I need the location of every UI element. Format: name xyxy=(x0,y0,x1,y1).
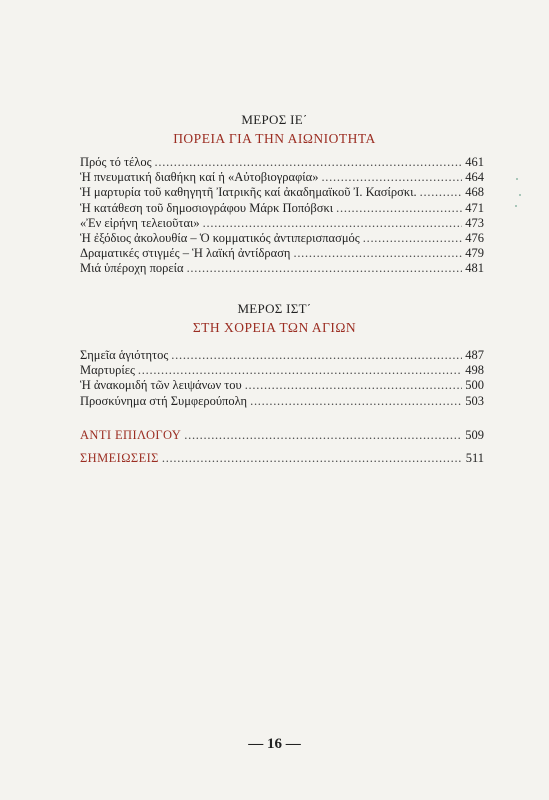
toc-leader-dots xyxy=(245,378,463,393)
part-16-title: ΣΤΗ ΧΟΡΕΙΑ ΤΩΝ ΑΓΙΩΝ xyxy=(192,320,357,335)
part-16-toc xyxy=(80,348,484,409)
toc-entry-title: Ἡ πνευματική διαθήκη καί ἡ «Αὐτοβιογραφία» xyxy=(80,170,319,185)
part-15-heading: ΜΕΡΟΣ ΙΕ΄ xyxy=(241,112,308,127)
toc-entry-title: Μαρτυρίες xyxy=(80,363,135,378)
toc-entry-title: Δραματικές στιγμές – Ἡ λαϊκή ἀντίδραση xyxy=(80,246,291,261)
toc-entry-title: Σημεῖα ἁγιότητος xyxy=(80,348,169,362)
toc-entry-title: «Ἐν εἰρήνη τελειοῦται» xyxy=(80,215,200,230)
toc-entry-page: 509 xyxy=(465,428,484,442)
toc-entry-page: 461 xyxy=(465,155,484,169)
toc-entry-page: 498 xyxy=(465,363,484,378)
toc-entry-title: ΣΗΜΕΙΩΣΕΙΣ xyxy=(80,451,159,465)
toc-entry-title: ΑΝΤΙ ΕΠΙΛΟΓΟΥ xyxy=(80,428,182,442)
toc-entry xyxy=(80,201,484,216)
toc-entry-title: Ἡ ἀνακομιδή τῶν λειψάνων του xyxy=(80,378,242,393)
toc-leader-dots xyxy=(321,170,462,185)
part-15-title: ΠΟΡΕΙΑ ΓΙΑ ΤΗΝ ΑΙΩΝΙΟΤΗΤΑ xyxy=(173,131,376,146)
toc-entry xyxy=(80,155,484,170)
toc-entry-page: 479 xyxy=(465,246,484,261)
paper-speck xyxy=(519,194,521,196)
toc-entry-page: 468 xyxy=(465,185,484,200)
toc-entry-page: 487 xyxy=(465,348,484,362)
toc-entry xyxy=(80,185,484,200)
toc-entry-title: Ἡ ἐξόδιος ἀκολουθία – Ὁ κομματικός ἀντιπερισπασμός xyxy=(80,230,360,245)
toc-leader-dots xyxy=(336,201,462,216)
toc-entry-title: Ἡ κατάθεση τοῦ δημοσιογράφου Μάρκ Ποπόβσκι xyxy=(80,200,334,215)
toc-entry xyxy=(80,246,484,261)
toc-entry-epilogue xyxy=(80,428,484,443)
toc-entry xyxy=(80,231,484,246)
toc-entry xyxy=(80,216,484,231)
toc-entry-page: 471 xyxy=(465,200,484,215)
toc-leader-dots xyxy=(250,394,462,409)
toc-entry xyxy=(80,261,484,276)
toc-entry-page: 481 xyxy=(465,261,484,276)
toc-entry-page: 500 xyxy=(465,378,484,393)
toc-leader-dots xyxy=(162,451,463,466)
toc-entry-page: 473 xyxy=(465,215,484,230)
toc-entry-page: 476 xyxy=(465,230,484,245)
toc-leader-dots xyxy=(187,261,463,276)
toc-entry-page: 511 xyxy=(465,451,484,465)
toc-entry-page: 503 xyxy=(465,393,484,408)
toc-entry xyxy=(80,394,484,409)
toc-entry xyxy=(80,348,484,363)
extra-toc-notes xyxy=(80,451,484,466)
toc-entry-title: Προσκύνημα στή Συμφερούπολη xyxy=(80,393,248,408)
toc-entry xyxy=(80,378,484,393)
part-16-heading: ΜΕΡΟΣ ΙΣΤ΄ xyxy=(237,301,312,316)
toc-leader-dots xyxy=(184,428,462,443)
toc-entry-notes xyxy=(80,451,484,466)
part-15-toc xyxy=(80,155,484,277)
toc-entry-title: Μιά ὑπέροχη πορεία xyxy=(80,261,184,276)
page-number: — 16 — xyxy=(248,736,301,752)
paper-speck xyxy=(516,178,518,180)
toc-leader-dots xyxy=(171,348,462,363)
paper-speck xyxy=(515,205,517,207)
toc-leader-dots xyxy=(420,185,463,200)
extra-toc xyxy=(80,428,484,443)
toc-entry xyxy=(80,170,484,185)
toc-leader-dots xyxy=(138,363,462,378)
toc-entry-title: Πρός τό τέλος xyxy=(80,155,152,169)
toc-leader-dots xyxy=(293,246,462,261)
toc-entry-title: Ἡ μαρτυρία τοῦ καθηγητῆ Ἰατρικῆς καί ἀκαδημαϊκοῦ Ἰ. Κασίρσκι. xyxy=(80,185,417,200)
toc-leader-dots xyxy=(203,216,463,231)
toc-leader-dots xyxy=(363,231,463,246)
toc-leader-dots xyxy=(155,155,463,170)
toc-entry xyxy=(80,363,484,378)
toc-entry-page: 464 xyxy=(465,170,484,185)
